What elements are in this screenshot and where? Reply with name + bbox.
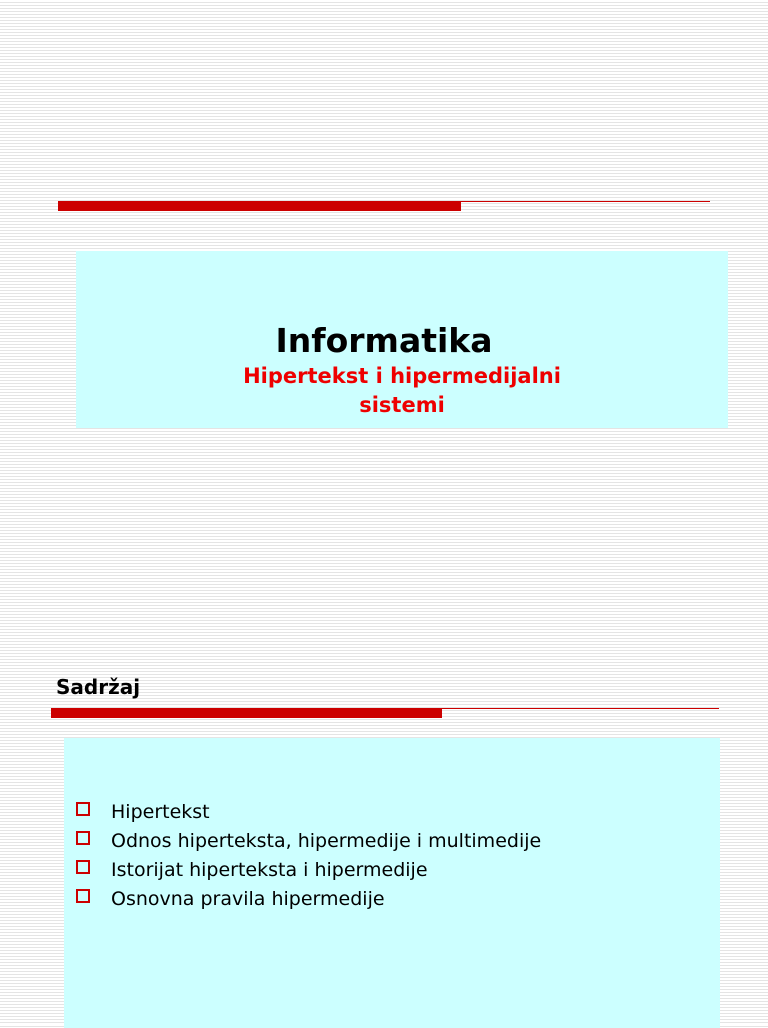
slide-subtitle — [76, 362, 728, 420]
list-item — [76, 855, 541, 884]
list-item — [76, 884, 541, 913]
decorative-rule-thick — [58, 201, 461, 211]
slide-title: Informatika — [275, 321, 493, 360]
hollow-square-bullet-icon — [76, 889, 90, 903]
list-item — [76, 797, 541, 826]
hollow-square-bullet-icon — [76, 860, 90, 874]
hollow-square-bullet-icon — [76, 802, 90, 816]
contents-slide — [0, 512, 768, 1024]
contents-list — [76, 797, 541, 913]
list-item-label: Odnos hiperteksta, hipermedije i multimedije — [111, 829, 542, 852]
list-item — [76, 826, 541, 855]
subtitle-line-2: sistemi — [359, 393, 445, 417]
list-item-label: Istorijat hiperteksta i hipermedije — [111, 858, 428, 881]
section-heading: Sadržaj — [56, 675, 141, 699]
list-item-label: Osnovna pravila hipermedije — [111, 887, 385, 910]
decorative-rule-thin — [461, 201, 710, 202]
list-item-label: Hipertekst — [111, 800, 210, 823]
subtitle-line-1: Hipertekst i hipermedijalni — [243, 364, 561, 388]
title-slide — [0, 0, 768, 512]
decorative-rule-thin — [442, 708, 719, 709]
hollow-square-bullet-icon — [76, 831, 90, 845]
decorative-rule-thick — [51, 708, 442, 718]
